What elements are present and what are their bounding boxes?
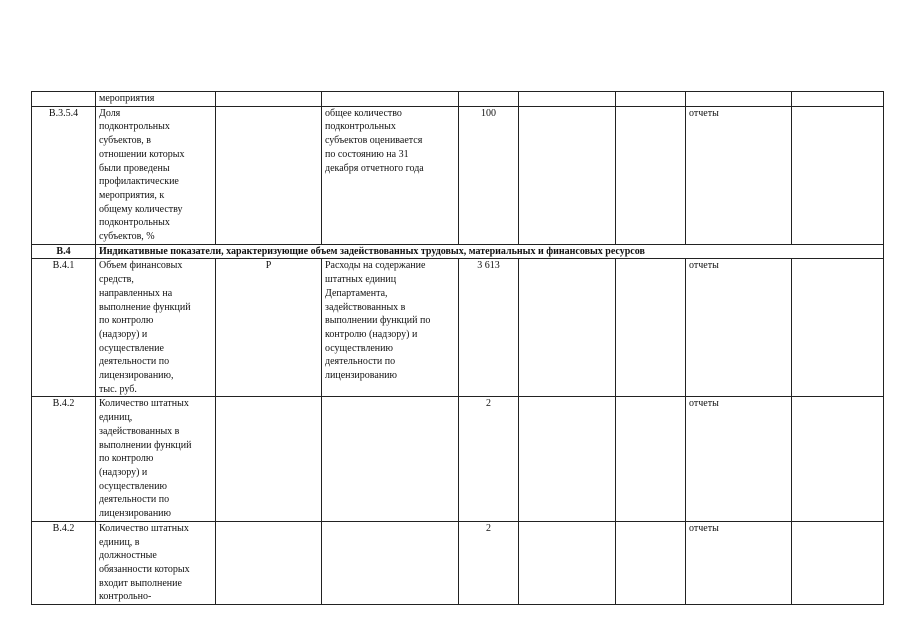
table-row <box>32 397 884 521</box>
indicator-name-cell: мероприятия <box>96 92 216 107</box>
indicator-code-cell: B.4.1 <box>32 259 96 397</box>
empty-cell <box>519 259 616 397</box>
indicator-description-cell <box>322 397 459 521</box>
indicator-description-cell: общее количество подконтрольных субъектов оценивается по состоянию на 31 декабря отчетного года <box>322 106 459 244</box>
indicator-source-cell: отчеты <box>686 397 792 521</box>
section-header-row <box>32 244 884 259</box>
empty-cell <box>519 106 616 244</box>
indicators-table <box>31 91 884 605</box>
indicator-value-cell: 2 <box>459 521 519 604</box>
empty-cell <box>519 397 616 521</box>
empty-cell <box>792 92 884 107</box>
empty-cell <box>792 521 884 604</box>
indicator-source-cell: отчеты <box>686 259 792 397</box>
empty-cell <box>616 521 686 604</box>
indicator-description-cell <box>322 521 459 604</box>
indicator-mark-cell <box>216 521 322 604</box>
indicator-name-cell: Объем финансовых средств, направленных на выполнение функций по контролю (надзору) и осуществление деятельности по лицензированию, тыс. руб. <box>96 259 216 397</box>
empty-cell <box>519 92 616 107</box>
empty-cell <box>519 521 616 604</box>
empty-cell <box>616 397 686 521</box>
empty-cell <box>616 106 686 244</box>
indicator-description-cell: Расходы на содержание штатных единиц Департамента, задействованных в выполнении функций по контролю (надзору) и осуществлению деятельности по лицензированию <box>322 259 459 397</box>
table-row <box>32 92 884 107</box>
indicator-value-cell: 3 613 <box>459 259 519 397</box>
table-row <box>32 259 884 397</box>
indicator-source-cell <box>686 92 792 107</box>
indicator-source-cell: отчеты <box>686 521 792 604</box>
empty-cell <box>792 106 884 244</box>
indicator-name-cell: Количество штатных единиц, задействованных в выполнении функций по контролю (надзору) и осуществлению деятельности по лицензированию <box>96 397 216 521</box>
indicator-description-cell <box>322 92 459 107</box>
indicator-name-cell: Количество штатных единиц, в должностные обязанности которых входит выполнение контрольно- <box>96 521 216 604</box>
indicator-code-cell <box>32 92 96 107</box>
empty-cell <box>616 259 686 397</box>
indicator-mark-cell <box>216 106 322 244</box>
indicator-value-cell: 100 <box>459 106 519 244</box>
section-code: B.4 <box>32 244 96 259</box>
indicator-value-cell: 2 <box>459 397 519 521</box>
empty-cell <box>792 259 884 397</box>
empty-cell <box>792 397 884 521</box>
table-row <box>32 521 884 604</box>
table-row <box>32 106 884 244</box>
empty-cell <box>616 92 686 107</box>
indicator-code-cell: B.4.2 <box>32 397 96 521</box>
indicator-mark-cell <box>216 92 322 107</box>
indicator-mark-cell <box>216 397 322 521</box>
indicator-name-cell: Доля подконтрольных субъектов, в отношении которых были проведены профилактические мероприятия, к общему количеству подконтрольных субъектов, % <box>96 106 216 244</box>
indicator-value-cell <box>459 92 519 107</box>
indicator-code-cell: B.3.5.4 <box>32 106 96 244</box>
indicator-mark-cell: P <box>216 259 322 397</box>
indicator-code-cell: B.4.2 <box>32 521 96 604</box>
section-title: Индикативные показатели, характеризующие объем задействованных трудовых, материальных и финансовых ресурсов <box>96 244 884 259</box>
indicator-source-cell: отчеты <box>686 106 792 244</box>
